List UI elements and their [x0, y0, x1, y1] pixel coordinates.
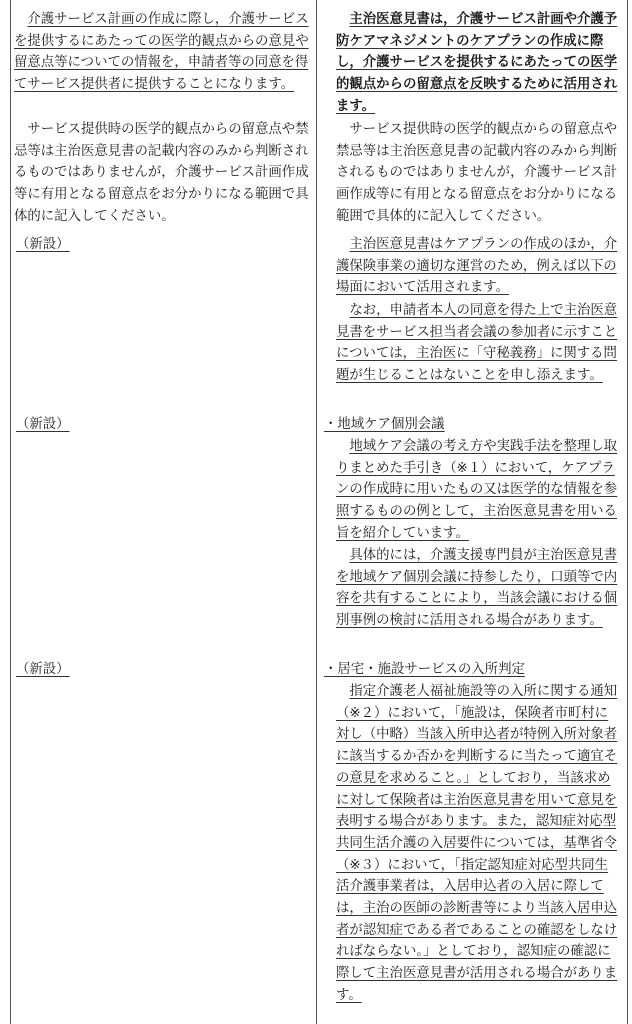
- left-new-marker-3: （新設）: [16, 662, 70, 677]
- right-paragraph-3: 主治医意見書はケアプランの作成のほか，介護保険事業の適切な運営のため，例えば以下の場面において活用されます。: [336, 237, 618, 296]
- left-paragraph-1: 介護サービス計画の作成に際し，介護サービスを提供するにあたっての医学的観点からの意見や留意点等についての情報を，申請者等の同意を得てサービス提供者に提供することになります。: [14, 12, 309, 93]
- right-paragraph-5: 地域ケア会議の考え方や実践手法を整理し取りまとめた手引き（※１）において，ケアプランの作成時に用いたもの又は医学的な情報を参照するものの例として，主治医意見書を用いる旨を紹介しています。: [336, 439, 618, 541]
- right-paragraph-4: なお，申請者本人の同意を得た上で主治医意見書をサービス担当者会議の参加者に示すことについては，主治医に「守秘義務」に関する問題が生じることはないことを申し添えます。: [336, 303, 618, 384]
- left-paragraph-2: サービス提供時の医学的観点からの留意点や禁忌等は主治医意見書の記載内容のみから判断されるものではありませんが，介護サービス計画作成等に有用となる留意点をお分かりになる範囲で具体的に記入してください。: [14, 122, 309, 224]
- table-border-left: [10, 0, 11, 1024]
- right-paragraph-7: 指定介護老人福祉施設等の入所に関する通知（※２）において，「施設は，保険者市町村に対し（中略）当該入所申込者が特例入所対象者に該当するか否かを判断するに当たって適宜その意見を求めること。」としており，当該求めに対して保険者は主治医意見書を用いて意見を表明する場合があります。また，認知症対応型共同生活介護の入居要件については，基準省令（※３）において，「指定認知症対応型共同生活介護事業者は，入居申込者の入居に際しては，主治の医師の診断書等により当該入居申込者が認知症である者であることの確認をしなければならない。」としており，認知症の確認に際して主治医意見書が活用される場合があります。: [336, 684, 618, 1003]
- left-new-marker-2: （新設）: [16, 417, 70, 432]
- right-heading-community-care-meeting: ・地域ケア個別会議: [324, 417, 445, 432]
- right-paragraph-6: 具体的には，介護支援専門員が主治医意見書を地域ケア個別会議に持参したり，口頭等で内容を共有することにより，当該会議における個別事例の検討に活用される場合があります。: [336, 548, 618, 629]
- right-paragraph-1: 主治医意見書は，介護サービス計画や介護予防ケアマネジメントのケアプランの作成に際し，介護サービスを提供するにあたっての医学的観点からの留意点を反映するために活用されます。: [336, 12, 618, 114]
- table-column-divider: [316, 0, 317, 1024]
- left-new-marker-1: （新設）: [16, 237, 70, 252]
- right-heading-admission-decision: ・居宅・施設サービスの入所判定: [324, 662, 525, 677]
- table-border-right: [627, 0, 628, 1024]
- right-paragraph-2: サービス提供時の医学的観点からの留意点や禁忌等は主治医意見書の記載内容のみから判断されるものではありませんが，介護サービス計画作成等に有用となる留意点をお分かりになる範囲で具体的に記入してください。: [336, 122, 618, 224]
